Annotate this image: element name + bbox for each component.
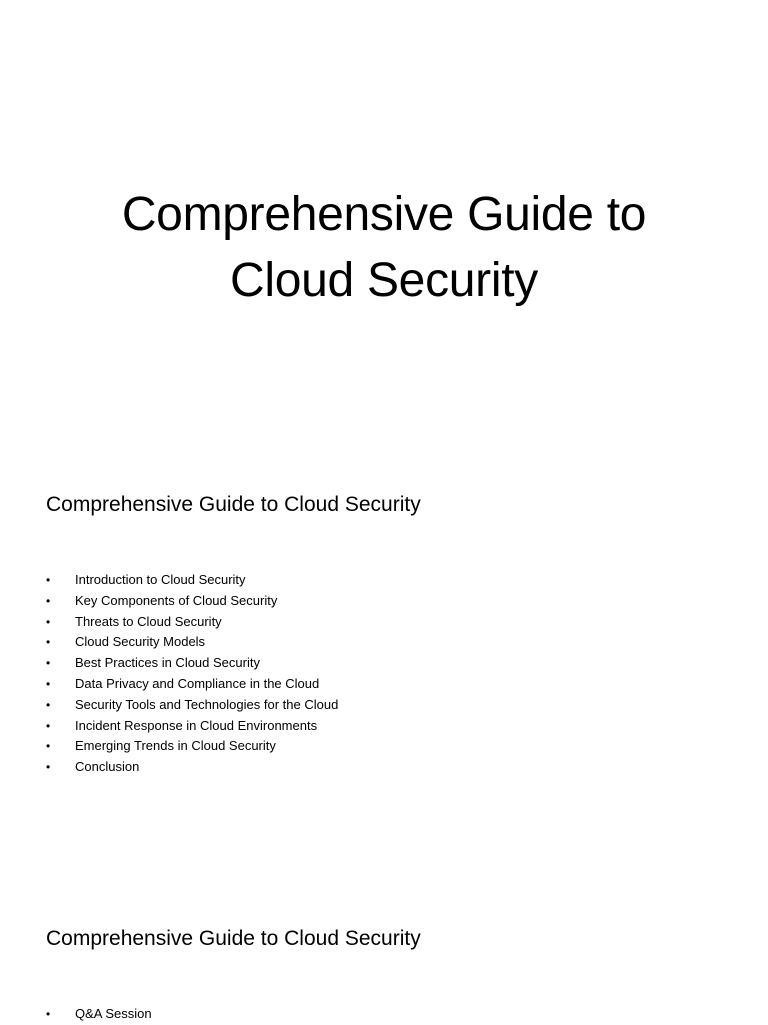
list-item	[46, 1004, 152, 1025]
list-item	[46, 736, 338, 757]
title-slide	[0, 0, 768, 430]
main-title-line-2: Cloud Security	[230, 254, 538, 307]
list-item-text: Best Practices in Cloud Security	[75, 655, 260, 671]
bullet-icon: •	[46, 656, 51, 671]
list-item	[46, 674, 338, 695]
list-item-text: Data Privacy and Compliance in the Cloud	[75, 675, 320, 691]
list-item-text: Incident Response in Cloud Environments	[75, 717, 318, 733]
main-title	[60, 182, 708, 314]
list-item	[46, 632, 338, 653]
list-item-text: Q&A Session	[75, 1006, 152, 1021]
list-item	[46, 612, 338, 633]
bullet-icon: •	[46, 593, 51, 608]
list-item-text: Threats to Cloud Security	[75, 613, 222, 629]
bullet-icon: •	[46, 573, 51, 587]
bullet-icon: •	[46, 676, 51, 691]
bullet-icon: •	[46, 1007, 51, 1021]
list-item	[46, 591, 338, 612]
list-item-text: Security Tools and Technologies for the Cloud	[75, 696, 339, 712]
bullet-icon: •	[46, 635, 51, 650]
list-item-text: Introduction to Cloud Security	[75, 572, 246, 587]
bullet-icon: •	[46, 718, 51, 733]
bullet-icon: •	[46, 739, 51, 754]
qa-bullet-list	[46, 1004, 152, 1025]
main-title-line-1: Comprehensive Guide to	[121, 188, 647, 241]
list-item	[46, 653, 338, 674]
list-item-text: Emerging Trends in Cloud Security	[75, 738, 276, 754]
bullet-icon: •	[46, 614, 51, 629]
outline-slide-heading: Comprehensive Guide to Cloud Security	[46, 493, 421, 516]
list-item	[46, 695, 338, 716]
list-item	[46, 716, 338, 737]
qa-slide-heading: Comprehensive Guide to Cloud Security	[46, 927, 421, 950]
list-item-text: Cloud Security Models	[75, 634, 206, 650]
bullet-icon: •	[46, 697, 51, 712]
list-item	[46, 757, 338, 778]
outline-bullet-list	[46, 570, 338, 778]
list-item-text: Conclusion	[75, 759, 140, 775]
bullet-icon: •	[46, 760, 51, 775]
list-item-text: Key Components of Cloud Security	[75, 592, 278, 608]
list-item	[46, 570, 338, 591]
